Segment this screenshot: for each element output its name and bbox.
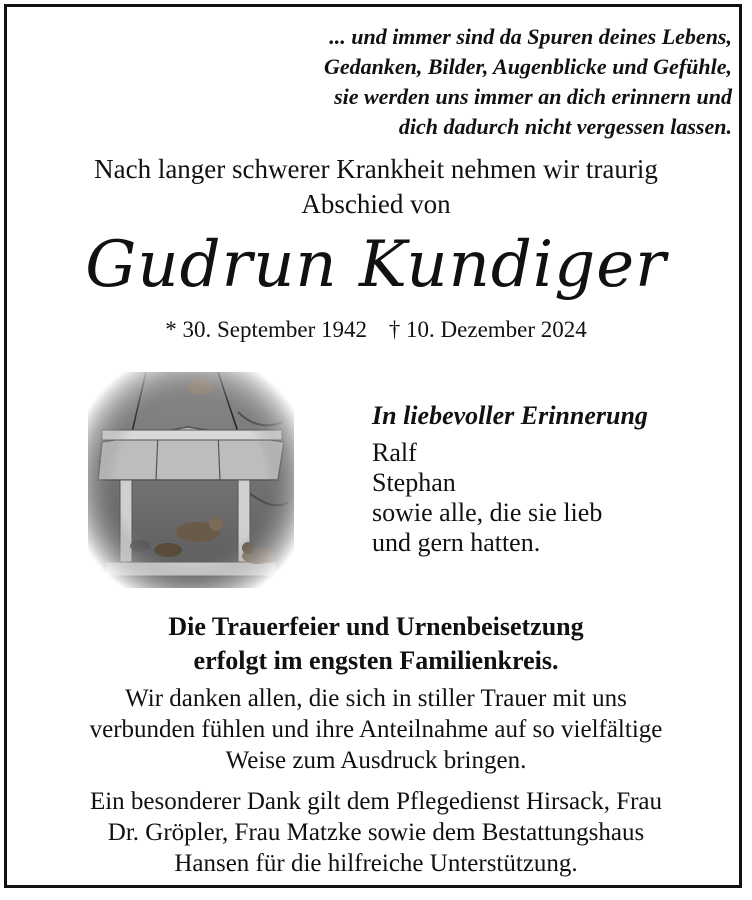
- life-dates: [0, 314, 752, 346]
- mourner-line: Stephan: [372, 468, 456, 497]
- thanks-line: Weise zum Ausdruck bringen.: [225, 747, 527, 774]
- thanks-line: Hansen für die hilfreiche Unterstützung.: [174, 850, 578, 877]
- intro-line-2: Abschied von: [301, 189, 451, 219]
- memory-block: [372, 398, 732, 558]
- ceremony-notice: [0, 610, 752, 678]
- thanks-paragraph-1: [0, 683, 752, 776]
- intro-text: [0, 152, 752, 222]
- quote-line: ... und immer sind da Spuren deines Lebens,: [329, 24, 732, 49]
- ceremony-line-2: erfolgt im engsten Familienkreis.: [193, 646, 559, 675]
- bird-feeder-photo: [88, 372, 294, 588]
- birth-date: * 30. September 1942: [165, 317, 368, 342]
- quote-line: sie werden uns immer an dich erinnern und: [334, 84, 732, 109]
- deceased-name: Gudrun Kundiger: [85, 228, 667, 302]
- mourner-line: Ralf: [372, 438, 417, 467]
- thanks-line: verbunden fühlen und ihre Anteilnahme auf so vielfältige: [89, 716, 663, 743]
- thanks-line: Wir danken allen, die sich in stiller Trauer mit uns: [125, 685, 627, 712]
- mourner-line: und gern hatten.: [372, 528, 541, 557]
- intro-line-1: Nach langer schwerer Krankheit nehmen wir traurig: [94, 154, 658, 184]
- thanks-line: Ein besonderer Dank gilt dem Pflegedienst Hirsack, Frau: [89, 788, 663, 815]
- mourners-list: [372, 438, 732, 558]
- death-date: † 10. Dezember 2024: [388, 317, 587, 342]
- quote-line: Gedanken, Bilder, Augenblicke und Gefühle,: [323, 54, 732, 79]
- opening-quote: [212, 22, 732, 142]
- quote-line: dich dadurch nicht vergessen lassen.: [398, 114, 732, 139]
- mourner-line: sowie alle, die sie lieb: [372, 498, 603, 527]
- memory-title: In liebevoller Erinnerung: [372, 401, 648, 430]
- thanks-paragraph-2: [0, 786, 752, 879]
- thanks-line: Dr. Gröpler, Frau Matzke sowie dem Bestattungshaus: [107, 819, 645, 846]
- ceremony-line-1: Die Trauerfeier und Urnenbeisetzung: [168, 612, 584, 641]
